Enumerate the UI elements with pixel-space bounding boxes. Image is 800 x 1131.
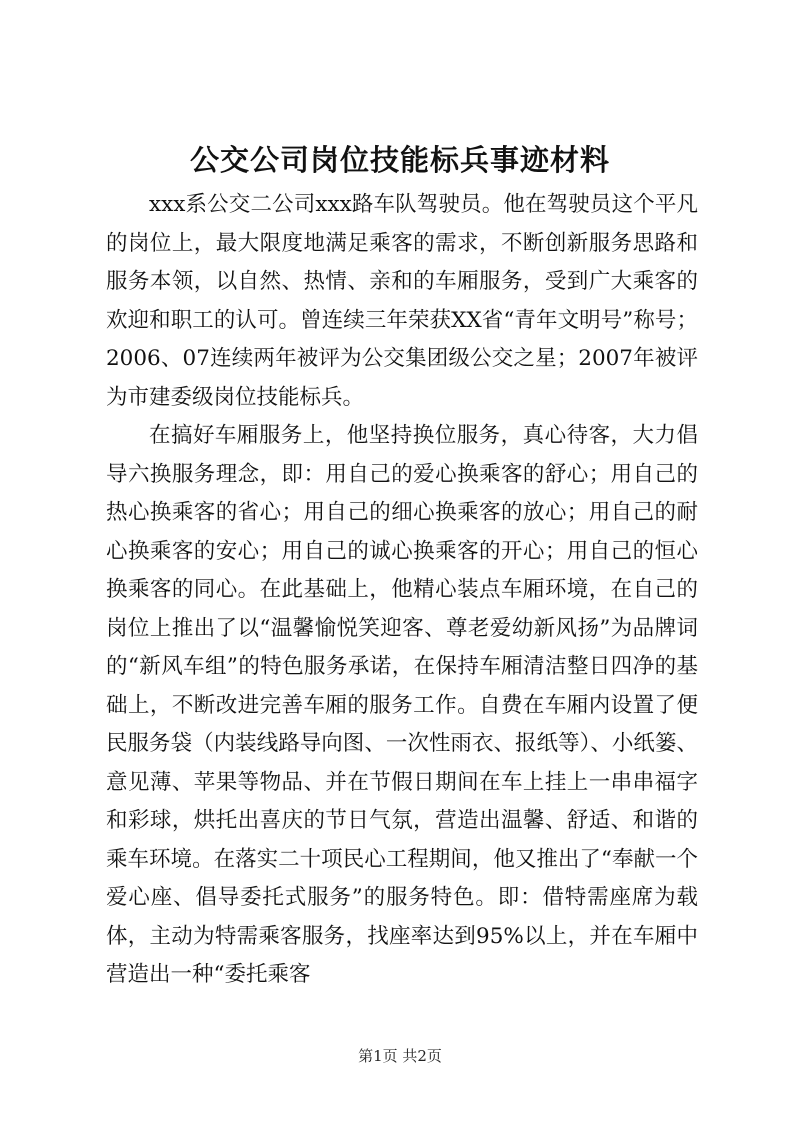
paragraph-service: 在搞好车厢服务上，他坚持换位服务，真心待客，大力倡导六换服务理念，即：用自己的爱心换乘客的舒心；用自己的热心换乘客的省心；用自己的细心换乘客的放心；用自己的耐心换乘客的安心；用自己的诚心换乘客的开心；用自己的恒心换乘客的同心。在此基础上，他精心装点车厢环境，在自己的岗位上推出了以“温馨愉悦笑迎客、尊老爱幼新风扬”为品牌词的“新风车组”的特色服务承诺，在保持车厢清洁整日四净的基础上，不断改进完善车厢的服务工作。自费在车厢内设置了便民服务袋（内装线路导向图、一次性雨衣、报纸等）、小纸篓、意见薄、苹果等物品、并在节假日期间在车上挂上一串串福字和彩球，烘托出喜庆的节日气氛，营造出温馨、舒适、和谐的乘车环境。在落实二十项民心工程期间，他又推出了“奉献一个爱心座、倡导委托式服务”的服务特色。即：借特需座席为载体，主动为特需乘客服务，找座率达到95%以上，并在车厢中营造出一种“委托乘客 [106, 423, 698, 987]
paragraph-intro: xxx系公交二公司xxx路车队驾驶员。他在驾驶员这个平凡的岗位上，最大限度地满足乘客的需求，不断创新服务思路和服务本领，以自然、热情、亲和的车厢服务，受到广大乘客的欢迎和职工的认可。曾连续三年荣获XX省“青年文明号”称号；2006、07连续两年被评为公交集团级公交之星；2007年被评为市建委级岗位技能标兵。 [106, 192, 698, 410]
document-body [106, 186, 698, 995]
page-indicator: 第1页 共2页 [358, 1047, 442, 1065]
document-title: 公交公司岗位技能标兵事迹材料 [189, 143, 610, 177]
